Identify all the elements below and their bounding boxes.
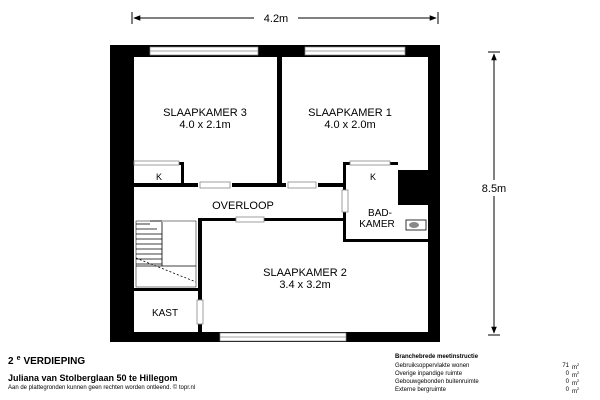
room-slaapkamer-3-name: SLAAPKAMER 3 — [163, 107, 247, 119]
floor-name: VERDIEPING — [23, 356, 86, 367]
measurement-label: Gebouwgebonden buitenruimte — [395, 379, 479, 385]
measurement-value: 0 — [565, 387, 569, 393]
measurement-label: Externe bergruimte — [395, 387, 447, 393]
measurement-unit: m — [572, 364, 577, 371]
sink-icon — [406, 220, 426, 230]
measurement-row: Gebouwgebonden buitenruimte 0 $m^2$ — [395, 377, 580, 387]
closet-k-left-label: K — [155, 172, 163, 182]
measurements-table — [395, 354, 595, 394]
room-slaapkamer-2-name: SLAAPKAMER 2 — [263, 267, 347, 279]
measurement-label: Overige inpandige ruimte — [395, 371, 463, 377]
room-overloop-label: OVERLOOP — [212, 200, 274, 212]
measurement-unit: m — [572, 388, 577, 395]
floor-suffix: e — [16, 355, 21, 362]
closet-k-right-label: K — [369, 172, 377, 182]
measurement-value: 71 — [562, 363, 569, 369]
measurement-unit: m — [572, 380, 577, 387]
room-kast-label: KAST — [151, 308, 179, 319]
room-badkamer-label-1: BAD- — [368, 208, 392, 219]
room-slaapkamer-1-name: SLAAPKAMER 1 — [308, 107, 392, 119]
room-slaapkamer-3-size: 4.0 x 2.1m — [179, 119, 231, 131]
interior-walls — [134, 55, 428, 333]
floor-number: 2 — [8, 356, 14, 367]
stairs — [136, 221, 196, 287]
measurement-value: 0 — [565, 379, 569, 385]
disclaimer: Aan de plattegronden kunnen geen rechten worden ontleend. © topr.nl — [8, 385, 196, 391]
address: Juliana van Stolberglaan 50 te Hillegom — [8, 373, 178, 383]
width-label: 4.2m — [263, 13, 289, 25]
measurement-row: Externe bergruimte 0 $m^2$ — [395, 385, 580, 395]
room-slaapkamer-1-size: 4.0 x 2.0m — [324, 119, 376, 131]
room-slaapkamer-2-size: 3.4 x 3.2m — [279, 279, 331, 291]
floor-title — [8, 356, 388, 370]
measurement-row: Overige inpandige ruimte 0 $m^2$ — [395, 369, 580, 379]
measurement-label: Gebruiksoppervlakte wonen — [395, 363, 470, 369]
measurement-unit: m — [572, 372, 577, 379]
room-badkamer-label-2: KAMER — [359, 219, 395, 230]
measurement-row: Gebruiksoppervlakte wonen 71 $m^2$ — [395, 361, 580, 371]
footer-info — [8, 356, 388, 391]
measurement-value: 0 — [565, 371, 569, 377]
measurements-title: Branchebrede meetinstructie — [395, 354, 479, 360]
exterior-walls — [110, 45, 440, 342]
height-label: 8.5m — [481, 183, 507, 195]
width-dimension — [132, 12, 438, 25]
height-dimension — [482, 52, 506, 335]
